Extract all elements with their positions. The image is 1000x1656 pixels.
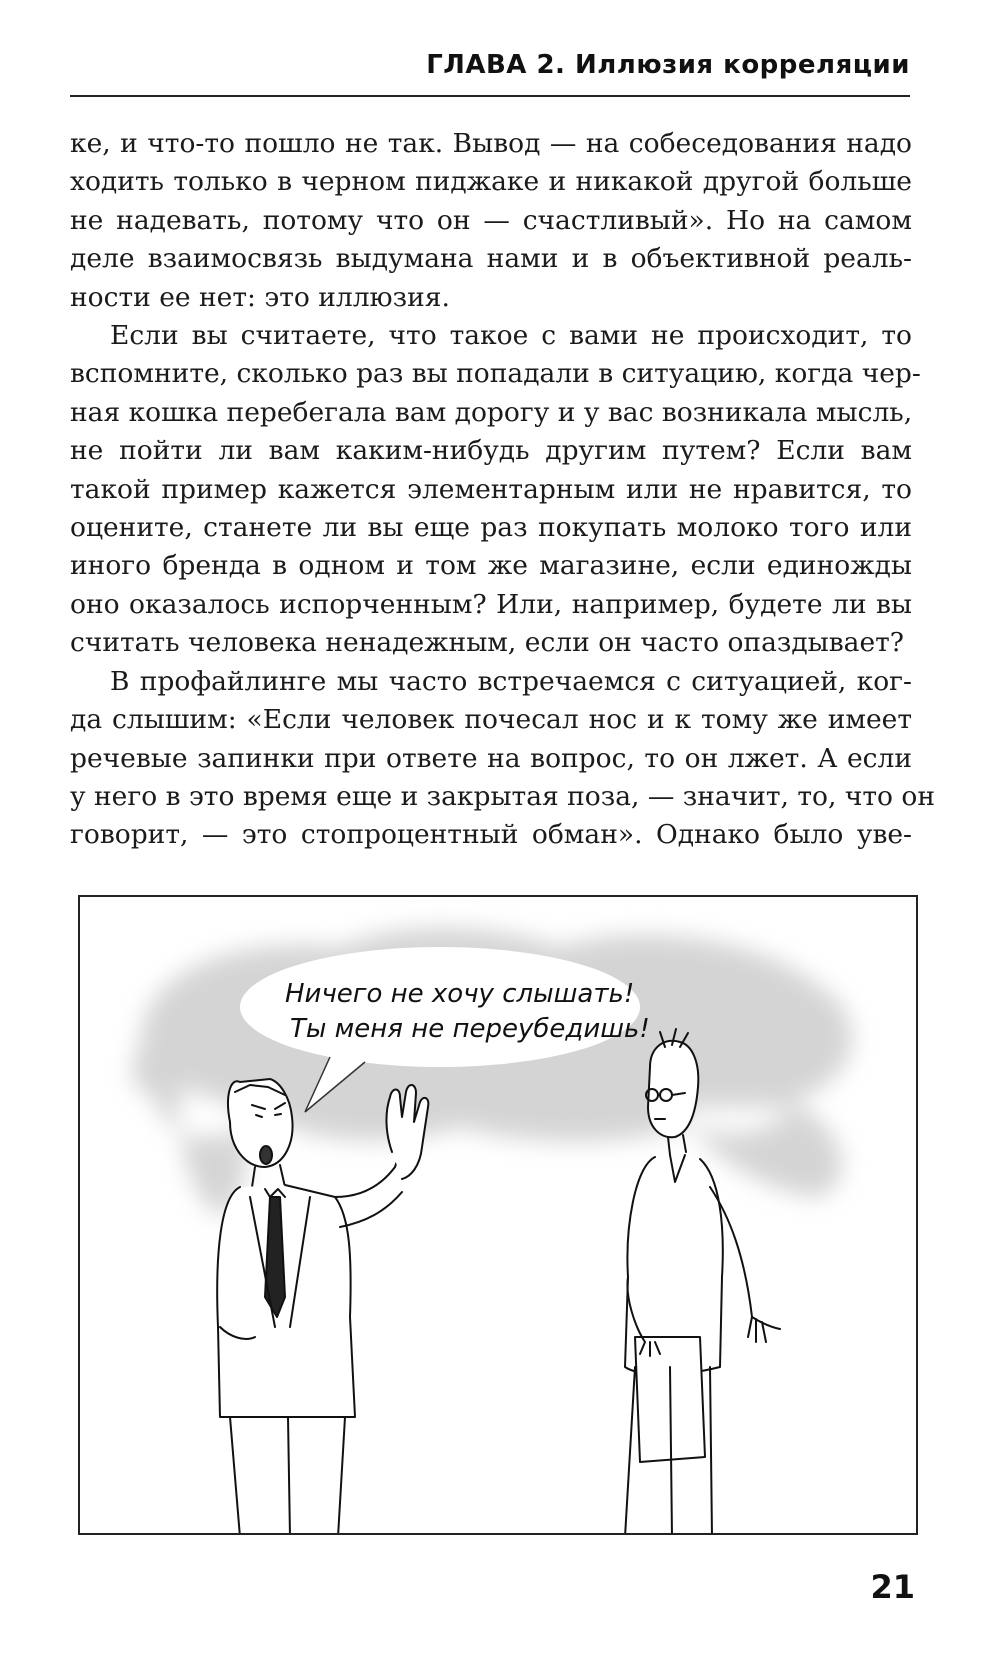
text-line: не пойти ли вам каким-нибудь другим путем? Если вам (70, 435, 912, 467)
text-line: ке, и что-то пошло не так. Вывод — на собеседования надо (70, 128, 912, 159)
text-line: речевые запинки при ответе на вопрос, то он лжет. А если (70, 742, 912, 774)
speech-line-2: Ты меня не переубедишь! (290, 1014, 650, 1044)
text-line: да слышим: «Если человек почесал нос и к тому же имеет (70, 704, 912, 736)
text-line: ная кошка перебегала вам дорогу и у вас возникала мысль, (70, 396, 913, 428)
text-line: говорит, — это стопроцентный обман». Однако было уве- (70, 819, 912, 851)
page-number: 21 (870, 1568, 915, 1606)
text-line: деле взаимосвязь выдумана нами и в объективной реаль- (70, 243, 912, 275)
speech-line-1: Ничего не хочу слышать! (285, 979, 635, 1009)
text-line: ности ее нет: это иллюзия. (70, 281, 450, 313)
text-line: Если вы считаете, что такое с вами не происходит, то (110, 320, 912, 352)
angry-man-figure (217, 1079, 428, 1533)
cartoon-drawing (80, 897, 916, 1533)
text-line: В профайлинге мы часто встречаемся с ситуацией, ког- (110, 665, 912, 697)
text-line: ходить только в черном пиджаке и никакой другой больше (70, 166, 912, 198)
header-divider (70, 95, 910, 97)
text-line: вспомните, сколько раз вы попадали в ситуацию, когда чер- (70, 358, 921, 390)
paragraph-2 (70, 317, 921, 663)
text-line: оно оказалось испорченным? Или, например, будете ли вы (70, 588, 912, 620)
text-line: оцените, станете ли вы еще раз покупать молоко того или (70, 512, 912, 544)
paragraph-3 (70, 663, 936, 855)
paragraph-1 (70, 125, 912, 317)
text-line: считать человека ненадежным, если он часто опаздывает? (70, 627, 904, 659)
text-line: у него в это время еще и закрытая поза, — значит, то, что он (70, 780, 936, 812)
cartoon-illustration (78, 895, 918, 1535)
body-text (70, 125, 936, 855)
text-line: иного бренда в одном и том же магазине, если единожды (70, 550, 912, 582)
text-line: не надевать, потому что он — счастливый». Но на самом (70, 204, 912, 236)
text-line: такой пример кажется элементарным или не нравится, то (70, 473, 912, 505)
running-head: ГЛАВА 2. Иллюзия корреляции (426, 50, 910, 80)
